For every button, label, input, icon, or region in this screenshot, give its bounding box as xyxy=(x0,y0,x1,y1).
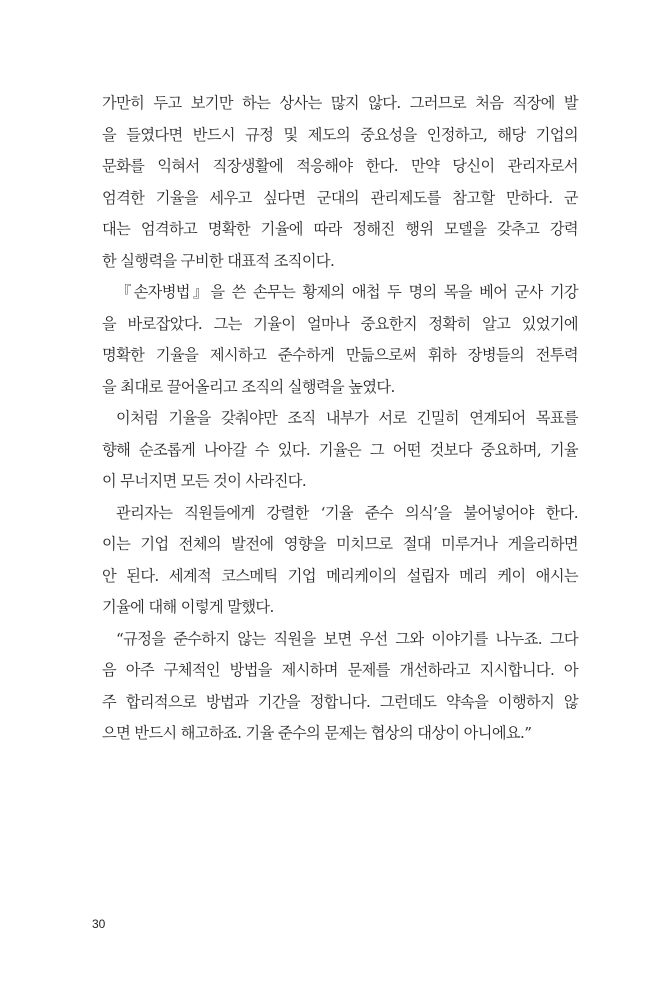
text-line: 이 무너지면 모든 것이 사라진다. xyxy=(102,472,307,490)
text-line: 을 바로잡았다. 그는 기율이 얼마나 중요한지 정확히 알고 있었기에 xyxy=(102,314,578,333)
text-line: 한 실행력을 구비한 대표적 조직이다. xyxy=(102,251,335,270)
text-line: 이는 기업 전체의 발전에 영향을 미치므로 절대 미루거나 게을리하면 xyxy=(102,535,578,553)
page-number: 30 xyxy=(92,917,106,931)
text-line: 엄격한 기율을 세우고 싶다면 군대의 관리제도를 참고할 만하다. 군 xyxy=(102,188,578,207)
paragraph-5-quote xyxy=(102,624,578,750)
paragraph-3 xyxy=(102,403,578,498)
text-line: 기율에 대해 이렇게 말했다. xyxy=(102,598,274,616)
paragraph-1 xyxy=(102,88,578,277)
text-line: 을 최대로 끌어올리고 조직의 실행력을 높였다. xyxy=(102,377,395,396)
text-line: 문화를 익혀서 직장생활에 적응해야 한다. 만약 당신이 관리자로서 xyxy=(102,157,578,175)
text-line: 안 된다. 세계적 코스메틱 기업 메리케이의 설립자 메리 케이 애시는 xyxy=(102,566,578,585)
text-line: 향해 순조롭게 나아갈 수 있다. 기율은 그 어떤 것보다 중요하며, 기율 xyxy=(102,440,578,459)
paragraph-2 xyxy=(102,277,578,403)
text-line: 명확한 기율을 제시하고 준수하게 만듦으로써 휘하 장병들의 전투력 xyxy=(102,346,578,364)
text-line: 주 합리적으로 방법과 기간을 정합니다. 그런데도 약속을 이행하지 않 xyxy=(102,692,578,711)
body-text xyxy=(102,88,578,750)
text-line: “규정을 준수하지 않는 직원을 보면 우선 그와 이야기를 나누죠. 그다 xyxy=(116,629,578,648)
text-line: 이처럼 기율을 갖춰야만 조직 내부가 서로 긴밀히 연계되어 목표를 xyxy=(116,409,578,427)
text-line: 『손자병법』을 쓴 손무는 황제의 애첩 두 명의 목을 베어 군사 기강 xyxy=(116,283,578,301)
text-line: 가만히 두고 보기만 하는 상사는 많지 않다. 그러므로 처음 직장에 발 xyxy=(102,94,578,112)
text-line: 을 들였다면 반드시 규정 및 제도의 중요성을 인정하고, 해당 기업의 xyxy=(102,125,578,144)
text-line: 대는 엄격하고 명확한 기율에 따라 정해진 행위 모델을 갖추고 강력 xyxy=(102,220,578,238)
text-line: 관리자는 직원들에게 강렬한 ‘기율 준수 의식’을 불어넣어야 한다. xyxy=(116,503,578,522)
text-line: 음 아주 구체적인 방법을 제시하며 문제를 개선하라고 지시합니다. 아 xyxy=(102,661,578,679)
text-line: 으면 반드시 해고하죠. 기율 준수의 문제는 협상의 대상이 아니에요.” xyxy=(102,724,532,742)
paragraph-4 xyxy=(102,498,578,624)
